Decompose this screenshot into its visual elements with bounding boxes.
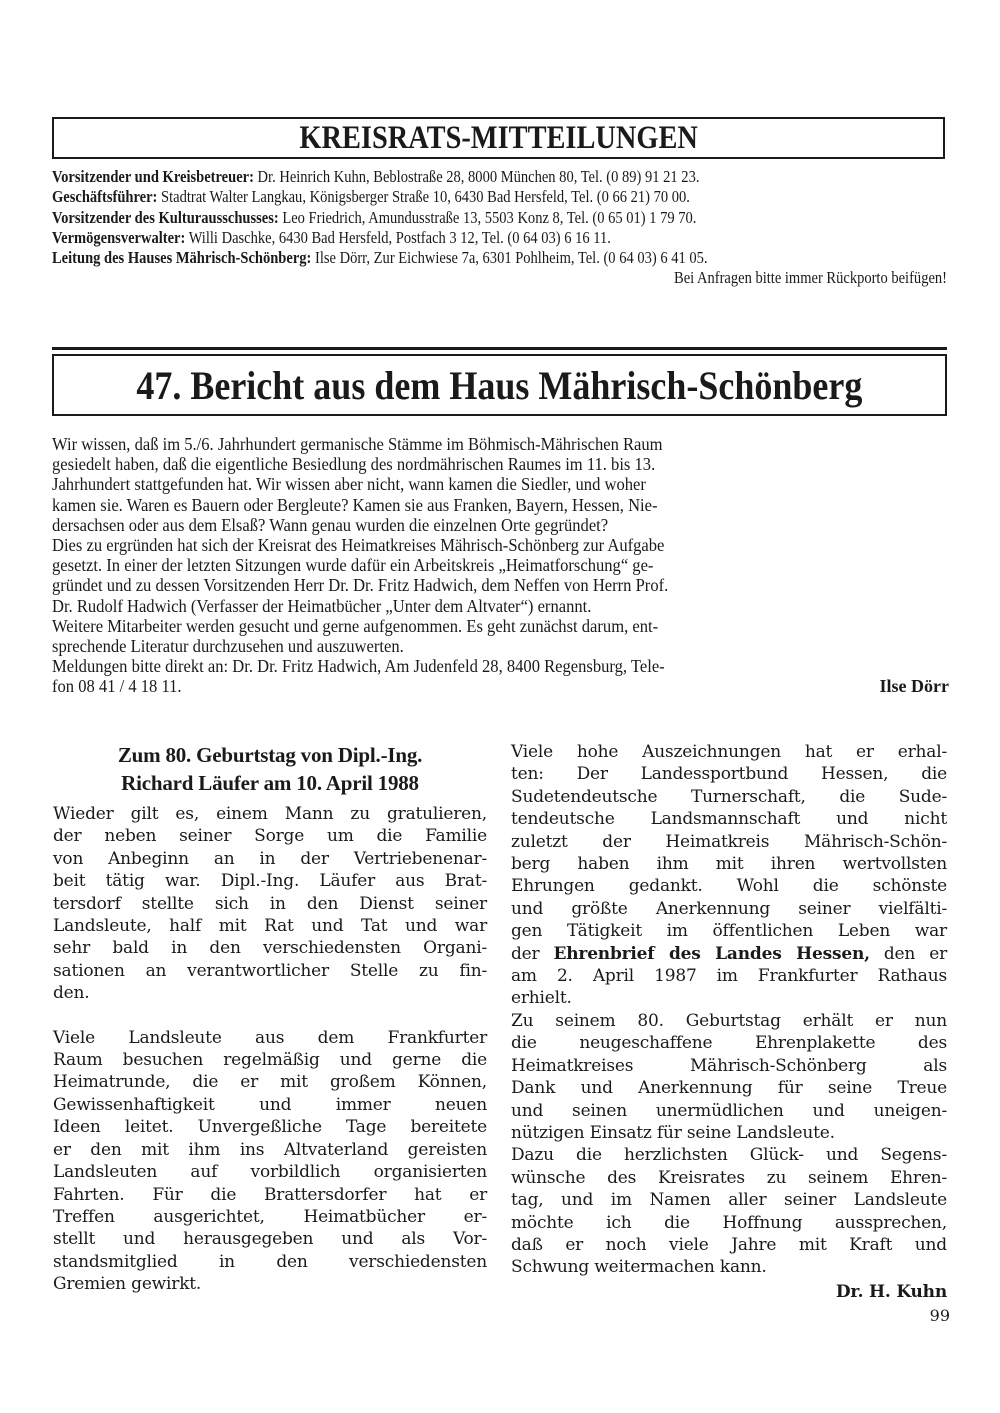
officer-details: Dr. Heinrich Kuhn, Beblostraße 28, 8000 München 80, Tel. (0 89) 91 21 23. (253, 167, 700, 186)
text-line: erhielt. (511, 988, 572, 1009)
text-line: tendeutsche Landsmannschaft und nicht (511, 809, 947, 830)
report-line: gründet und zu dessen Vorsitzenden Herr Dr. Dr. Fritz Hadwich, dem Neffen von Herrn Prof. (52, 575, 669, 596)
text-line: Dazu die herzlichsten Glück- und Segens- (511, 1145, 947, 1166)
text-line: ten: Der Landessportbund Hessen, die (511, 764, 947, 785)
birthday-paragraph (511, 741, 947, 1010)
text-line: am 2. April 1987 im Frankfurter Rathaus (511, 966, 947, 987)
officer-role: Leitung des Hauses Mährisch-Schönberg: (52, 248, 312, 268)
officer-details: Willi Daschke, 6430 Bad Hersfeld, Postfach 3 12, Tel. (0 64 03) 6 16 11. (185, 227, 611, 247)
report-line: Jahrhundert stattgefunden hat. Wir wissen aber nicht, wann kamen die Siedler, und woher (52, 474, 646, 495)
birthday-paragraph (511, 1144, 947, 1278)
officer-entry (52, 187, 844, 207)
text-line: Ideen leitet. Unvergeßliche Tage bereitete (53, 1117, 487, 1138)
birthday-paragraph (53, 1027, 487, 1296)
report-last-line (52, 676, 949, 696)
birthday-title-line: Richard Läufer am 10. April 1988 (121, 771, 419, 795)
text-line: daß er noch viele Jahre mit Kraft und (511, 1234, 947, 1255)
page-number: 99 (929, 1306, 950, 1325)
report-line: Dies zu ergründen hat sich der Kreisrat des Heimatkreises Mährisch-Schönberg zur Aufgabe (52, 535, 665, 556)
text-line: die neugeschaffene Ehrenplakette des (511, 1033, 947, 1054)
officer-details: Ilse Dörr, Zur Eichwiese 7a, 6301 Pohlheim, Tel. (0 64 03) 6 41 05. (311, 248, 708, 268)
officer-role: Vorsitzender des Kulturausschusses: (52, 207, 279, 227)
report-line: gesetzt. In einer der letzten Sitzungen wurde dafür ein Arbeitskreis „Heimatforschung“ ge- (52, 555, 654, 576)
birthday-title-line: Zum 80. Geburtstag von Dipl.-Ing. (117, 743, 423, 767)
report-line: Dr. Rudolf Hadwich (Verfasser der Heimatbücher „Unter dem Altvater“) ernannt. (52, 595, 592, 616)
report-line: sprechende Literatur durchzusehen und auszuwerten. (52, 636, 404, 657)
officer-details: Stadtrat Walter Langkau, Königsberger Straße 10, 6430 Bad Hersfeld, Tel. (0 66 21) 70 00. (157, 187, 690, 207)
text-line: Raum besuchen regelmäßig und gerne die (53, 1050, 487, 1071)
birthday-column-right (511, 741, 947, 1303)
text-line: zuletzt der Heimatkreis Mährisch-Schön- (511, 831, 947, 852)
officer-role: Vorsitzender und Kreisbetreuer: (52, 167, 254, 186)
text-line: berg haben ihm mit ihren wertvollsten (511, 854, 947, 875)
emphasized-award: Ehrenbrief des Landes Hessen, (553, 943, 870, 964)
text-line: Ehrungen gedankt. Wohl die schönste (511, 876, 947, 897)
text-line: und größte Anerkennung seiner vielfälti- (511, 898, 947, 919)
text-line: Heimatkreises Mährisch-Schönberg als (511, 1055, 947, 1076)
birthday-column-left (53, 741, 487, 1296)
text-line: Sudetendeutsche Turnerschaft, die Sude- (511, 786, 947, 807)
officer-role: Geschäftsführer: (52, 187, 158, 207)
text-line: Treffen ausgerichtet, Heimatbücher er- (53, 1206, 487, 1227)
text-line: der neben seiner Sorge um die Familie (53, 826, 487, 847)
text-line: nützigen Einsatz für seine Landsleute. (511, 1122, 835, 1143)
text-line: gen Tätigkeit im öffentlichen Leben war (511, 921, 947, 942)
officer-entry (52, 248, 844, 268)
report-title: 47. Bericht aus dem Haus Mährisch-Schönberg (136, 362, 863, 408)
text-line: er den mit ihm ins Altvaterland gereisten (53, 1139, 487, 1160)
birthday-title (53, 741, 487, 797)
officer-details: Leo Friedrich, Amundusstraße 13, 5503 Konz 8, Tel. (0 65 01) 1 79 70. (278, 207, 697, 227)
birthday-author: Dr. H. Kuhn (835, 1281, 947, 1302)
text-line: von Anbeginn an in der Vertriebenenar- (53, 848, 487, 869)
report-body (52, 434, 949, 697)
text-line: möchte ich die Hoffnung aussprechen, (511, 1212, 947, 1233)
text-line: Dank und Anerkennung für seine Treue (511, 1078, 947, 1099)
officer-entry (52, 208, 844, 228)
report-line: kamen sie. Waren es Bauern oder Bergleute? Kamen sie aus Franken, Bayern, Hessen, Nie- (52, 494, 658, 515)
report-line: fon 08 41 / 4 18 11. (52, 676, 182, 697)
report-signature: Ilse Dörr (879, 676, 949, 697)
birthday-paragraph (511, 1010, 947, 1144)
text-line: Gremien gewirkt. (53, 1274, 202, 1295)
text-line: sationen an verantwortlicher Stelle zu fin- (53, 960, 487, 981)
text-line: Gewissenhaftigkeit und immer neuen (53, 1094, 487, 1115)
section-title: KREISRATS-MITTEILUNGEN (299, 119, 698, 156)
text-line: standsmitglied in den verschiedensten (53, 1251, 487, 1272)
text-line: wünsche des Kreisrates zu seinem Ehren- (511, 1167, 947, 1188)
report-line: Meldungen bitte direkt an: Dr. Dr. Fritz Hadwich, Am Judenfeld 28, 8400 Regensburg, Tele- (52, 656, 665, 677)
officer-role: Vermögensverwalter: (52, 227, 186, 247)
text-line (511, 943, 947, 965)
text-fragment: den er (869, 943, 947, 964)
report-line: gesiedelt haben, daß die eigentliche Besiedlung des nordmährischen Raumes im 11. bis 13. (52, 454, 656, 475)
text-line: stellt und herausgegeben und als Vor- (53, 1229, 487, 1250)
text-fragment: der (511, 943, 554, 964)
text-line: Wieder gilt es, einem Mann zu gratulieren, (53, 804, 487, 824)
text-line: Viele Landsleute aus dem Frankfurter (53, 1027, 487, 1048)
text-line: Landsleuten auf vorbildlich organisierten (53, 1162, 487, 1183)
officers-list (52, 167, 952, 289)
officer-entry (52, 228, 844, 248)
section-header-box (52, 117, 945, 159)
text-line: Landsleute, half mit Rat und Tat und war (53, 916, 487, 937)
report-line: dersachsen oder aus dem Elsaß? Wann genau wurden die einzelnen Orte gegründet? (52, 514, 609, 535)
text-line: sehr bald in den verschiedensten Organi- (53, 938, 487, 959)
text-line: tersdorf stellte sich in den Dienst seiner (53, 893, 487, 914)
text-line: Schwung weitermachen kann. (511, 1257, 767, 1278)
text-line: beit tätig war. Dipl.-Ing. Läufer aus Brat- (53, 871, 487, 892)
divider-rule (52, 347, 947, 350)
return-postage-note: Bei Anfragen bitte immer Rückporto beifügen! (674, 268, 947, 288)
text-line: Zu seinem 80. Geburtstag erhält er nun (511, 1010, 947, 1031)
text-line: Viele hohe Auszeichnungen hat er erhal- (511, 742, 947, 762)
birthday-paragraph (53, 803, 487, 1005)
report-header-box (52, 354, 947, 416)
text-line: und seinen unermüdlichen und uneigen- (511, 1100, 947, 1121)
officer-entry (52, 167, 844, 187)
report-line: Wir wissen, daß im 5./6. Jahrhundert germanische Stämme im Böhmisch-Mährischen Raum (52, 434, 663, 454)
text-line: tag, und im Namen aller seiner Landsleute (511, 1190, 947, 1211)
text-line: Heimatrunde, die er mit großem Können, (53, 1072, 487, 1093)
report-line: Weitere Mitarbeiter werden gesucht und gerne aufgenommen. Es geht zunächst darum, ent- (52, 615, 659, 636)
text-line: den. (53, 983, 90, 1004)
text-line: Fahrten. Für die Brattersdorfer hat er (53, 1184, 487, 1205)
